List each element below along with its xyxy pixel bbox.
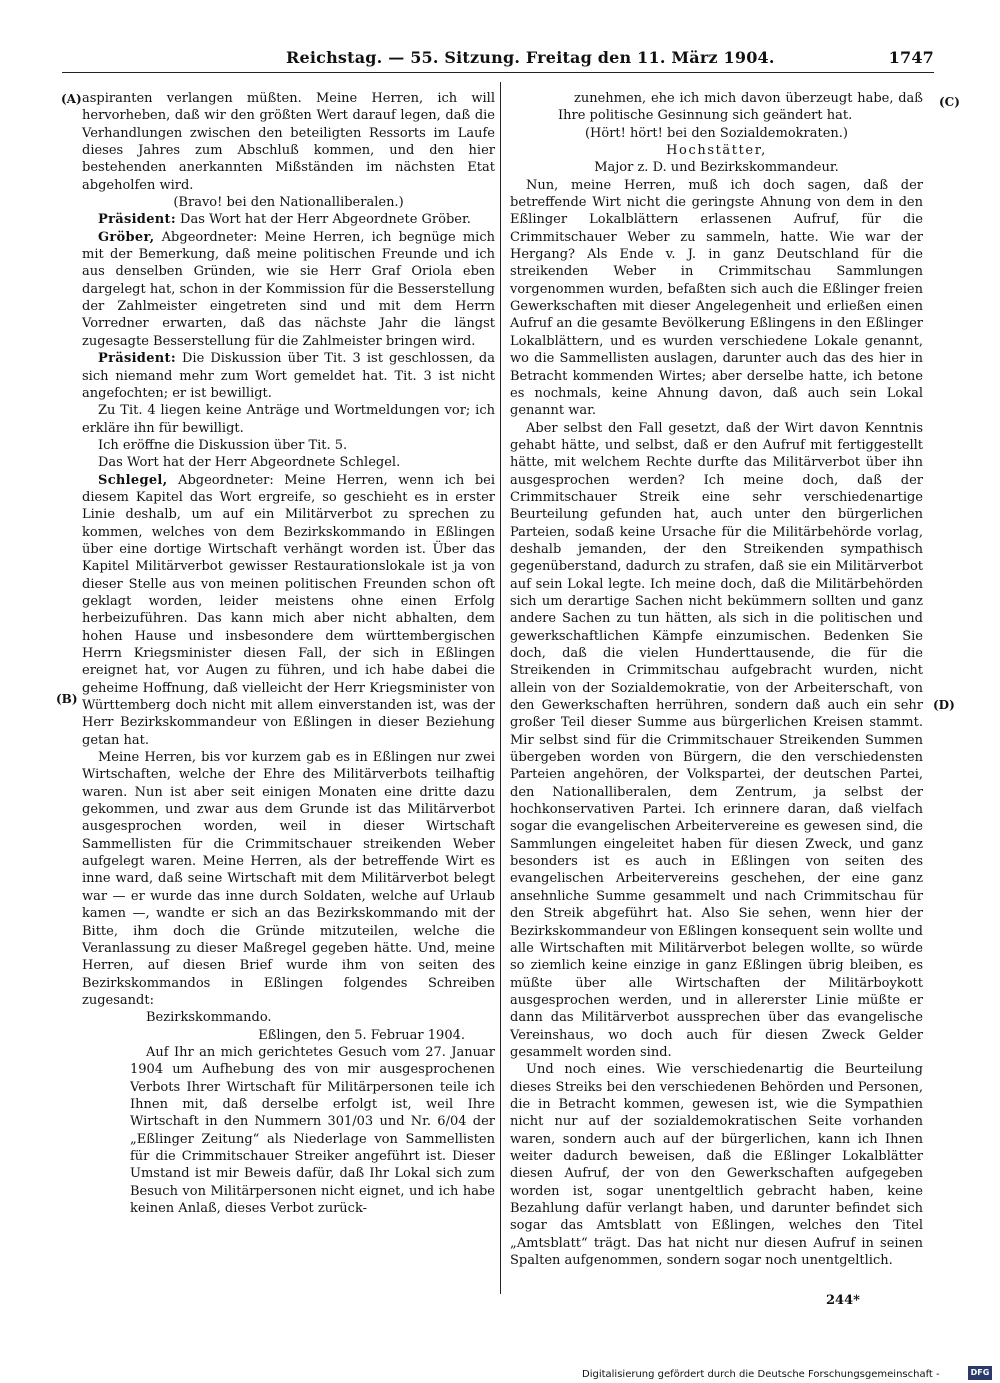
page-header [62, 44, 934, 74]
speech-text: Das Wort hat der Herr Abgeordnete Gröber. [175, 212, 471, 228]
paragraph: aspiranten verlangen müßten. Meine Herren, ich will hervorheben, daß wir den größten Wert darauf legen, daß die Verhandlungen zwischen den beteiligten Ressorts im Laufe dieses Jahres zum Abschluß kommen, und den hier bestehenden anerkannten Mißständen im nächsten Etat abgeholfen wird. [82, 91, 495, 193]
paragraph: Das Wort hat der Herr Abgeordnete Schlegel. [98, 455, 401, 471]
paragraph: Nun, meine Herren, muß ich doch sagen, daß der betreffende Wirt nicht die geringste Ahnung von dem in den Eßlinger Lokalblättern erlassenen Aufruf, für die Crimmitschauer Weber zu sammeln, hatte. Wie war der Hergang? Als Ende v. J. in ganz Deutschland für die streikenden Weber in Crimmitschau Sammlungen vorgenommen wurden, befaßten sich auch die Eßlinger freien Gewerkschaften mit dieser Angelegenheit und erließen einen Aufruf an die gesamte Bevölkerung Eßlingens in den Eßlinger Lokalblättern, und es wurden verschiedene Lokale genannt, wo die Sammellisten auslagen, darunter auch das des hier in Betracht kommenden Wirtes; aber derselbe hatte, ich betone es nochmals, keine Ahnung davon, daß auch sein Lokal genannt war. [510, 177, 923, 419]
margin-marker-d: (D) [933, 698, 955, 712]
letter-signatory: Hochstätter, [666, 143, 767, 159]
speech-text: Abgeordneter: Meine Herren, ich begnüge mich mit der Bemerkung, daß meine politischen Freunde und ich aus denselben Gründen, wie sie Herr Graf Oriola eben dargelegt hat, schon in der Kommission für die Besserstellung der Zahlmeister eingetreten sind und mit dem Herrn Vorredner erwarten, daß das nächste Jahr die längst zugesagte Besserstellung für die Zahlmeister bringen wird. [82, 229, 495, 349]
paragraph: Und noch eines. Wie verschiedenartig die Beurteilung dieses Streiks bei den verschiedenen Behörden und Personen, die in Betracht kommen, gewesen ist, wie die Sympathien nicht nur auf der sozialdemokratischen Seite vorhanden waren, sondern auch auf der bürgerlichen, kann ich Ihnen weiter dadurch beweisen, daß die Eßlinger Lokalblätter diesen Aufruf, der von den Gewerkschaften aufgegeben worden ist, sogar unentgeltlich gebracht haben, keine Bezahlung dafür verlangt haben, und darunter befindet sich sogar das Amtsblatt von Eßlingen, welches den Titel „Amtsblatt“ trägt. Das hat nicht nur diesen Aufruf in seinen Spalten aufgenommen, sondern sogar noch unentgeltlich. [510, 1062, 923, 1269]
speech-text: Die Diskussion über Tit. 3 ist geschlossen, da sich niemand mehr zum Wort gemeldet hat. Tit. 3 ist nicht angefochten; er ist bewilligt. [82, 351, 495, 401]
paragraph: Meine Herren, bis vor kurzem gab es in Eßlingen nur zwei Wirtschaften, welche der Ehre des Militärverbots teilhaftig waren. Nun ist aber seit einigen Monaten eine dritte dazu gekommen, und zwar aus dem Grunde ist das Militärverbot ausgesprochen worden, weil in dieser Wirtschaft Sammellisten für die Crimmitschauer streikenden Weber aufgelegt waren. Meine Herren, als der betreffende Wirt es inne ward, daß seine Wirtschaft mit dem Militärverbot belegt war — er wurde das inne durch Soldaten, welche auf Urlaub kamen —, wandte er sich an das Bezirkskommando mit der Bitte, ihm doch die Gründe mitzuteilen, welche die Veranlassung zu dieser Maßregel gegeben hätte. Und, meine Herren, auf diesen Brief wurde ihm von seiten des Bezirkskommandos in Eßlingen folgendes Schreiben zugesandt: [82, 750, 495, 1008]
letter-heading: Bezirkskommando. [146, 1010, 272, 1026]
header-title: Reichstag. — 55. Sitzung. Freitag den 11. März 1904. [286, 48, 775, 67]
interjection: (Bravo! bei den Nationalliberalen.) [173, 195, 404, 211]
interjection: (Hört! hört! bei den Sozialdemokraten.) [584, 125, 848, 141]
speaker-name: Präsident: [98, 351, 176, 367]
speech-text: Abgeordneter: Meine Herren, wenn ich bei diesem Kapitel das Wort ergreife, so geschieht es in erster Linie deshalb, um auf ein Militärverbot zu sprechen zu kommen, welches von dem Bezirkskommando in Eßlingen über eine dortige Wirtschaft verhängt worden ist. Über das Kapitel Militärverbot gewisser Restaurationslokale ist ja von dieser Stelle aus von meinen politischen Freunden schon oft geklagt worden, leider meistens ohne einen Erfolg herbeizuführen. Das kann mich aber nicht abhalten, dem hohen Hause und insbesondere dem württembergischen Herrn Kriegsminister diesen Fall, der sich in Eßlingen ereignet hat, vor Augen zu führen, und ich habe dabei die geheime Hoffnung, daß vielleicht der Herr Kriegsminister von Württemberg doch nicht mit allem einverstanden ist, was der Herr Bezirkskommandeur von Eßlingen in dieser Beziehung getan hat. [82, 472, 495, 748]
speaker-name: Gröber, [98, 229, 155, 245]
margin-marker-b: (B) [56, 692, 78, 706]
letter-body-continued: zunehmen, ehe ich mich davon überzeugt habe, daß Ihre politische Gesinnung sich geändert hat. [558, 91, 923, 124]
footer-credit: Digitalisierung gefördert durch die Deutsche Forschungsgemeinschaft - [582, 1369, 940, 1380]
paragraph [82, 350, 495, 402]
page-number: 1747 [888, 48, 934, 67]
column-divider [500, 82, 501, 1294]
margin-marker-c: (C) [939, 95, 960, 109]
paragraph [82, 229, 495, 350]
margin-marker-a: (A) [61, 92, 82, 106]
paragraph [82, 211, 495, 228]
letter-body: Auf Ihr an mich gerichtetes Gesuch vom 27. Januar 1904 um Aufhebung des von mir ausgesprochenen Verbots Ihrer Wirtschaft für Militärpersonen teile ich Ihnen mit, daß derselbe erfolgt ist, weil Ihre Wirtschaft in den Nummern 301/03 und Nr. 6/04 der „Eßlinger Zeitung“ als Niederlage von Sammellisten für die Crimmitschauer Streiker angeführt ist. Dieser Umstand ist mir Beweis dafür, daß Ihr Lokal sich zum Besuch von Militärpersonen nicht eignet, und ich habe keinen Anlaß, dieses Verbot zurück- [130, 1044, 495, 1216]
paragraph: Aber selbst den Fall gesetzt, daß der Wirt davon Kenntnis gehabt hätte, und selbst, daß er den Aufruf mit fertiggestellt hätte, mit welchem Rechte durfte das Militärverbot über ihn ausgesprochen werden? Ich meine doch, daß der Crimmitschauer Streik eine sehr verschiedenartige Beurteilung gefunden hat, auch unter den bürgerlichen Parteien, sodaß keine Ursache für die Militärbehörde vorlag, deshalb jemanden, der den Streikenden sympathisch gegenüberstand, dadurch zu strafen, daß sie ein Militärverbot auf sein Lokal legte. Ich meine doch, daß die Militärbehörden sich um derartige Sachen nicht bekümmern sollten und ganz andere Sachen zu tun hätten, als sich in die politischen und gewerkschaftlichen Kämpfe einzumischen. Bedenken Sie doch, daß die vielen Hunderttausende, die für die Streikenden in Crimmitschau aufgebracht wurden, nicht allein von der Sozialdemokratie, von der Arbeiterschaft, von den Gewerkschaften herrühren, sondern daß auch ein sehr großer Teil dieser Summe aus bürgerlichen Kreisen stammt. Mir selbst sind für die Crimmitschauer Streikenden Summen übergeben worden von Bürgern, die den verschiedensten Parteien angehören, der Volkspartei, der deutschen Partei, den Nationalliberalen, dem Zentrum, ja selbst der hochkonservativen Partei. Ich erinnere daran, daß vielfach sogar die evangelischen Arbeitervereine es gewesen sind, die Sammlungen eingeleitet haben für diesen Zweck, und ganz besonders ist es auch in Eßlingen von seiten des evangelischen Arbeitervereins geschehen, der eine ganz ansehnliche Summe gesammelt und nach Crimmitschau für den Streik abgeführt hat. Also Sie sehen, wenn hier der Bezirkskommandeur von Eßlingen konsequent sein wollte und alle Wirtschaften mit Militärverbot belegen wollte, so würde so ziemlich keine einzige in ganz Eßlingen übrig bleiben, es müßte über alle Wirtschaften der Militärboykott ausgesprochen werden, und in allererster Linie müßte er dann das Militärverbot aussprechen über das evangelische Vereinshaus, wo doch auch für diesen Zweck Gelder gesammelt worden sind. [510, 420, 923, 1060]
paragraph: Ich eröffne die Diskussion über Tit. 5. [98, 437, 348, 453]
signature-mark: 244* [826, 1293, 860, 1308]
dfg-logo: DFG [968, 1366, 992, 1380]
letter-date: Eßlingen, den 5. Februar 1904. [258, 1027, 465, 1043]
letter-signatory-title: Major z. D. und Bezirkskommandeur. [594, 160, 839, 176]
right-column [510, 90, 923, 1269]
paragraph [82, 472, 495, 750]
speaker-name: Schlegel, [98, 472, 168, 488]
speaker-name: Präsident: [98, 212, 176, 228]
paragraph: Zu Tit. 4 liegen keine Anträge und Wortmeldungen vor; ich erkläre ihn für bewilligt. [82, 403, 495, 436]
left-column [82, 90, 495, 1217]
header-rule [62, 72, 934, 73]
